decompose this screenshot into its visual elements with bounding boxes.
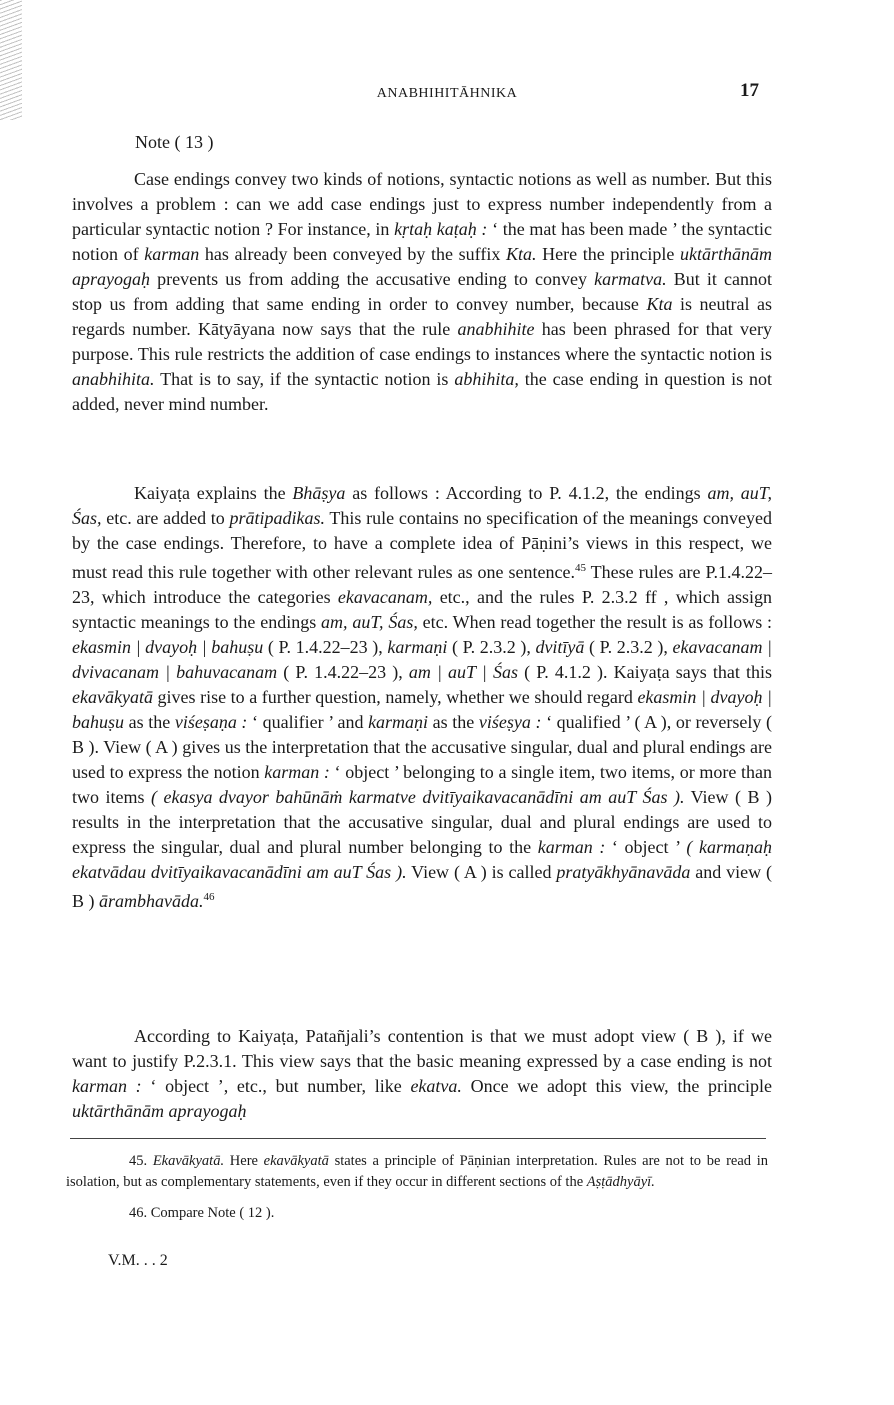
running-head: ANABHIHITĀHNIKA <box>376 86 518 101</box>
footnote-46: 46. Compare Note ( 12 ). <box>129 1205 275 1221</box>
paragraph-2: Kaiyaṭa explains the Bhāṣya as follows : According to P. 4.1.2, the endings am, auT, Śas, etc. are added to prātipadikas. This rule contains no specification of the meanings conveyed by the case endings. Therefore, to have a complete idea of Pāṇini’s views in this respect, we must read this rule together with other relevant rules as one sentence.$^{45}$ These rules are P.1.4.22–23, which introduce the categories ekavacanam, etc., and the rules P. 2.3.2 ff , which assign syntactic meanings to the endings am, auT, Śas, etc. When read together the result is as follows : ekasmin | dvayoḥ | bahuṣu ( P. 1.4.22–23 ), karmaṇi ( P. 2.3.2 ), dvitīyā ( P. 2.3.2 ), ekavacanam | dvivacanam | bahuvacanam ( P. 1.4.22–23 ), am | auT | Śas ( P. 4.1.2 ). Kaiyaṭa says that this ekavākyatā gives rise to a further question, namely, whether we should regard ekasmin | dvayoḥ | bahuṣu as the viśeṣaṇa : ‘ qualifier ’ and karmaṇi as the viśeṣya : ‘ qualified ’ ( A ), or reversely ( B ). View ( A ) gives us the interpretation that the accusative singular, dual and plural endings are used to express the notion karman : ‘ object ’ belonging to a single item, two items, or more than two items ( ekasya dvayor bahūnāṁ karmatve dvitīyaikavacanādīni am auT Śas ). View ( B ) results in the interpretation that the accusative singular, dual and plural endings are used to express the singular, dual and plural number belonging to the karman : ‘ object ’ ( karmaṇaḥ ekatvādau dvitīyaikavacanādīni am auT Śas ). View ( A ) is called pratyākhyānavāda and view ( B ) ārambhavāda.$^{46}$ <box>72 483 773 911</box>
note-heading: Note ( 13 ) <box>135 132 214 152</box>
footnote-ref-46: 46 <box>203 891 215 903</box>
paragraph-1: Case endings convey two kinds of notions, syntactic notions as well as number. But this involves a problem : can we add case endings just to express number independently from a particular syntactic notion ? For instance, in kṛtaḥ kaṭaḥ : ‘ the mat has been made ’ the syntactic notion of karman has already been conveyed by the suffix Kta. Here the principle uktārthānām aprayogaḥ prevents us from adding the accusative ending to convey karmatva. But it cannot stop us from adding that same ending in order to convey number, because Kta is neutral as regards number. Kātyāyana now says that the rule anabhihite has been phrased for that very purpose. This rule restricts the addition of case endings to instances where the syntactic notion is anabhihita. That is to say, if the syntactic notion is abhihita, the case ending in question is not added, never mind number. <box>72 169 773 414</box>
signature-mark: V.M. . . 2 <box>108 1252 168 1269</box>
footnotes <box>66 1151 768 1224</box>
footnote-divider <box>70 1138 766 1139</box>
scan-edge-mark <box>0 0 22 120</box>
footnote-ref-45: 45 <box>574 562 586 574</box>
page-number: 17 <box>740 80 759 101</box>
footnote-45: 45. Ekavākyatā. Here ekavākyatā states a principle of Pāṇinian interpretation. Rules are not to be read in isolation, but as complementary statements, even if they occur in different sections of the Aṣṭādhyāyī. <box>66 1153 769 1190</box>
paragraph-3: According to Kaiyaṭa, Patañjali’s contention is that we must adopt view ( B ), if we want to justify P.2.3.1. This view says that the basic meaning expressed by a case ending is not karman : ‘ object ’, etc., but number, like ekatva. Once we adopt this view, the principle uktārthānām aprayogaḥ <box>72 1026 772 1121</box>
